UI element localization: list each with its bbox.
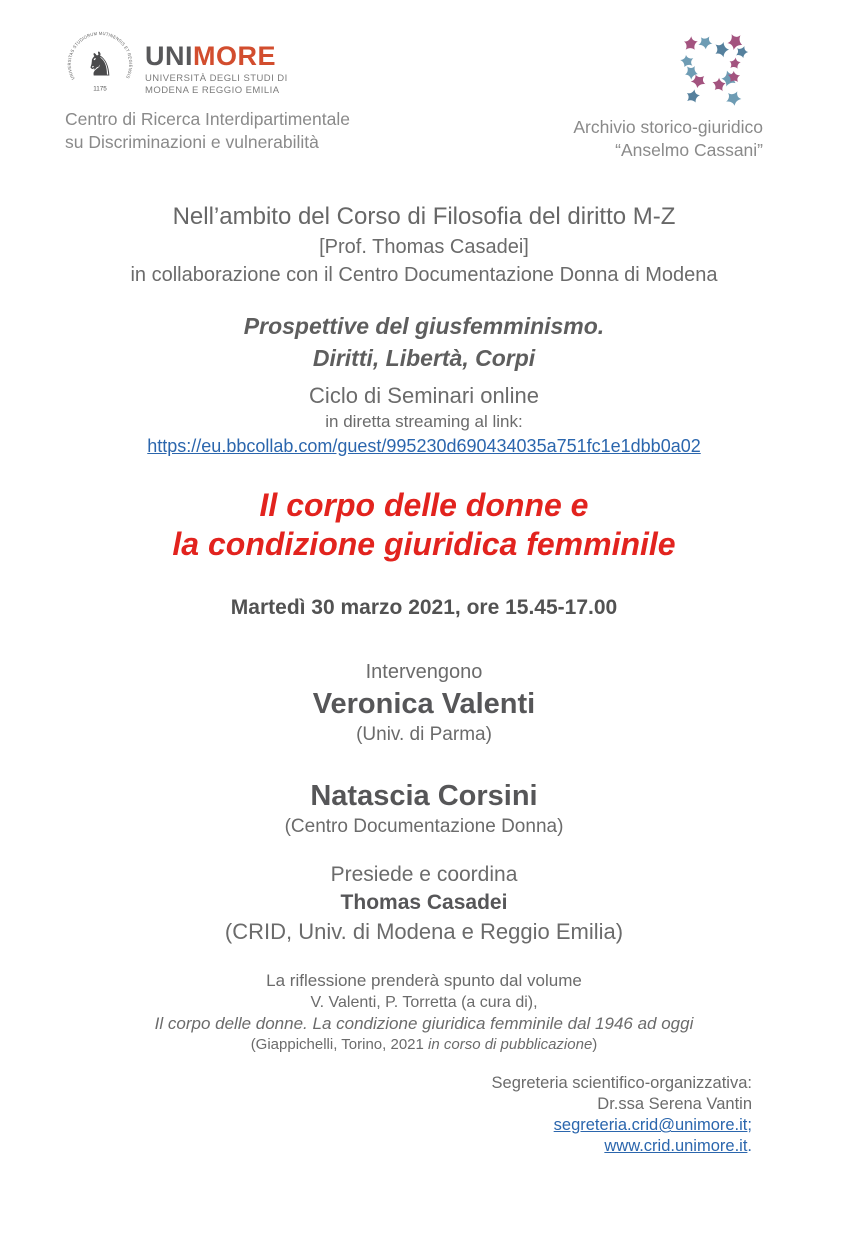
series-subtitle: Ciclo di Seminari online — [309, 382, 539, 408]
speaker-2-affiliation: (Centro Documentazione Donna) — [284, 816, 564, 838]
speaker-1 — [65, 686, 783, 748]
secretariat-email-link[interactable]: segreteria.crid@unimore.it — [553, 1116, 748, 1135]
volume-publisher-note: in corso di pubblicazione — [428, 1036, 593, 1054]
archivio-caption-line2: “Anselmo Cassani” — [615, 139, 763, 160]
speaker-1-name: Veronica Valenti — [312, 687, 536, 720]
volume-editors: V. Valenti, P. Torretta (a cura di), — [310, 993, 538, 1011]
course-professor: [Prof. Thomas Casadei] — [319, 235, 529, 258]
speaker-2-name: Natascia Corsini — [310, 779, 538, 812]
unimore-subtitle-line1: UNIVERSITÀ DEGLI STUDI DI — [145, 73, 288, 84]
unimore-wordmark-block — [145, 30, 288, 98]
series-title — [65, 310, 783, 374]
volume-intro: La riflessione prenderà spunto dal volume — [266, 971, 582, 991]
event-title-line1: Il corpo delle donne e — [259, 486, 589, 523]
volume-publisher-prefix: (Giappichelli, Torino, 2021 — [250, 1036, 429, 1054]
streaming-label: in diretta streaming al link: — [325, 412, 523, 432]
crid-caption — [65, 108, 350, 154]
crid-caption-line1: Centro di Ricerca Interdipartimentale — [65, 109, 350, 129]
wordmark-more: MORE — [193, 41, 276, 71]
chair-affiliation: (CRID, Univ. di Modena e Reggio Emilia) — [224, 919, 624, 945]
wordmark-uni: UNI — [145, 41, 193, 71]
volume-publisher-suffix: ) — [592, 1036, 598, 1054]
secretariat-email-row — [65, 1115, 752, 1136]
flyer-body — [65, 202, 783, 1055]
speaker-1-affiliation: (Univ. di Parma) — [356, 724, 492, 746]
volume-publisher — [65, 1035, 783, 1055]
unimore-subtitle — [145, 73, 288, 98]
chair-name: Thomas Casadei — [340, 891, 508, 915]
crid-website-link[interactable]: www.crid.unimore.it — [604, 1137, 748, 1156]
speakers-heading: Intervengono — [365, 660, 483, 683]
archivio-block — [573, 30, 783, 162]
volume-title: Il corpo delle donne. La condizione giuridica femminile dal 1946 ad oggi — [154, 1014, 694, 1034]
seal-year: 1175 — [93, 85, 107, 93]
series-title-line1: Prospettive del giusfemminismo. — [243, 312, 605, 339]
unimore-block — [65, 30, 350, 154]
seal-knight-icon: ♞ — [85, 46, 115, 84]
archivio-logo-icon — [675, 30, 757, 106]
email-suffix: ; — [747, 1116, 752, 1135]
speaker-2 — [65, 778, 783, 840]
event-title-line2: la condizione giuridica femminile — [172, 525, 676, 562]
header — [65, 30, 783, 162]
crid-caption-line2: su Discriminazioni e vulnerabilità — [65, 131, 319, 152]
chair-heading: Presiede e coordina — [330, 862, 518, 886]
collaboration-note: in collaborazione con il Centro Documentazione Donna di Modena — [130, 263, 718, 286]
footer — [65, 1073, 783, 1157]
website-suffix: . — [747, 1137, 752, 1156]
course-context: Nell’ambito del Corso di Filosofia del diritto M-Z — [172, 202, 676, 230]
archivio-caption-line1: Archivio storico-giuridico — [573, 117, 763, 137]
archivio-caption — [573, 116, 763, 162]
streaming-link-row — [65, 435, 783, 458]
secretariat-name: Dr.ssa Serena Vantin — [597, 1095, 752, 1114]
seal-ring-text: UNIVERSITAS STUDIORUM MUTINENSIS ET REGIENSIS — [66, 30, 134, 81]
unimore-logo — [65, 30, 350, 100]
event-datetime: Martedì 30 marzo 2021, ore 15.45-17.00 — [230, 595, 618, 619]
secretariat-label: Segreteria scientifico-organizzativa: — [491, 1073, 752, 1092]
streaming-link[interactable]: https://eu.bbcollab.com/guest/995230d690434035a751fc1e1dbb0a02 — [147, 435, 701, 456]
secretariat-website-row — [65, 1136, 752, 1157]
unimore-wordmark — [145, 43, 288, 70]
unimore-subtitle-line2: MODENA E REGGIO EMILIA — [145, 85, 280, 97]
series-title-line2: Diritti, Libertà, Corpi — [312, 344, 536, 371]
unimore-seal-icon — [65, 30, 135, 100]
event-title — [65, 486, 783, 564]
